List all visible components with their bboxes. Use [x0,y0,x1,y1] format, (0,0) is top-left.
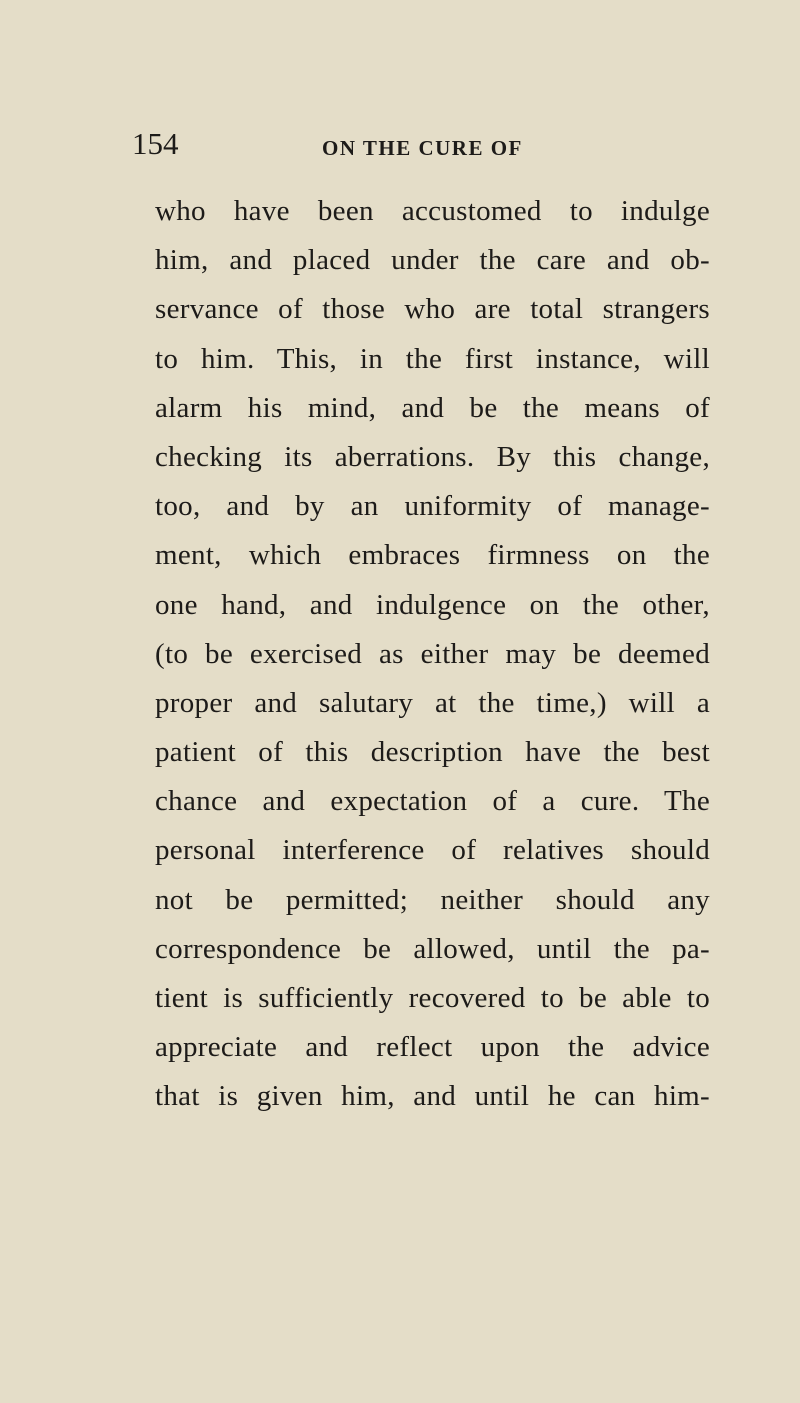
text-line: alarm his mind, and be the means of [155,391,710,424]
text-line: one hand, and indulgence on the other, [155,588,710,621]
running-head [132,128,732,168]
text-line: (to be exercised as either may be deemed [155,637,710,670]
text-line: proper and salutary at the time,) will a [155,686,710,719]
text-line: who have been accustomed to indulge [155,195,710,227]
text-line: servance of those who are total strangers [155,293,710,326]
text-line: appreciate and reflect upon the advice [155,1031,710,1064]
text-line: to him. This, in the first instance, will [155,342,710,375]
body-text [155,187,710,1122]
text-line: chance and expectation of a cure. The [155,785,710,818]
running-title: ON THE CURE OF [322,136,523,160]
text-line: tient is sufficiently recovered to be able to [155,982,710,1014]
text-line: checking its aberrations. By this change, [155,440,710,473]
page-number: 154 [132,126,179,161]
text-line: personal interference of relatives should [155,834,710,867]
text-line: that is given him, and until he can him- [155,1080,710,1113]
text-line: not be permitted; neither should any [155,883,710,916]
text-line: correspondence be allowed, until the pa- [155,932,710,965]
text-line: patient of this description have the best [155,736,710,769]
text-line: him, and placed under the care and ob- [155,244,710,277]
text-line: too, and by an uniformity of manage- [155,490,710,523]
text-line: ment, which embraces firmness on the [155,539,710,572]
